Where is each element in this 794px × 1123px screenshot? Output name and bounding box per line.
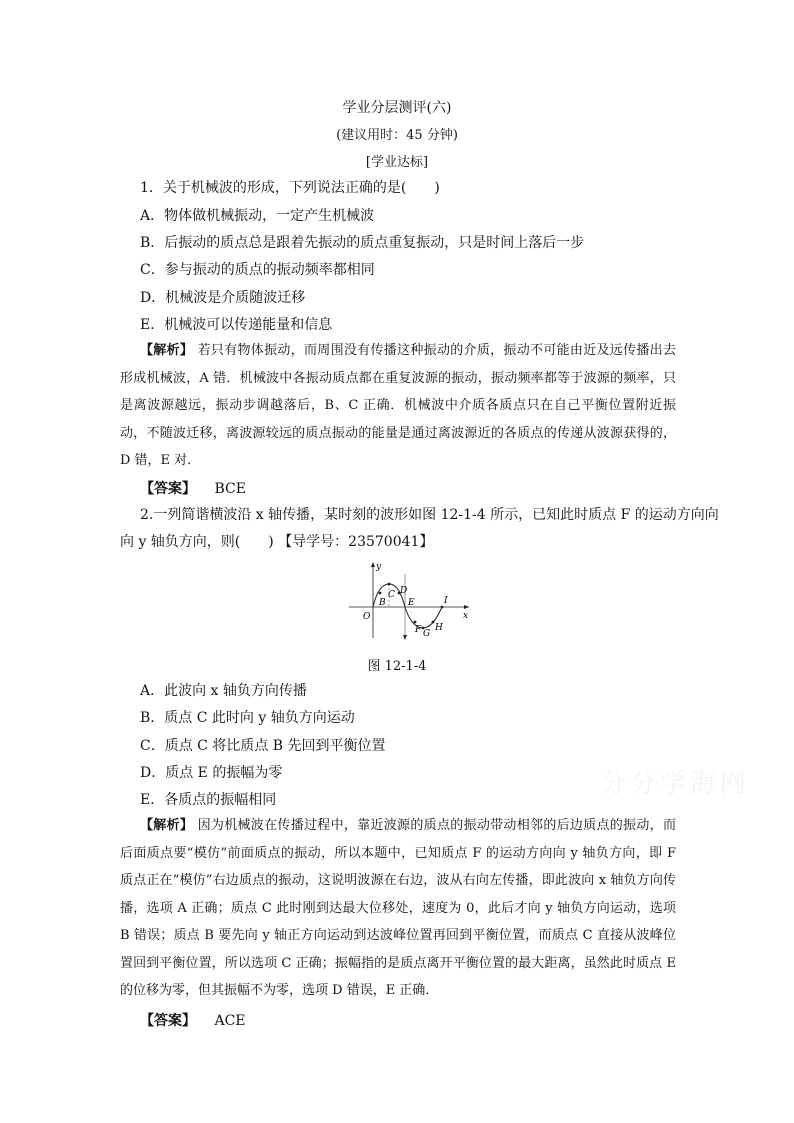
- label-y: y: [376, 562, 382, 572]
- label-e: E: [408, 598, 415, 608]
- label-i: I: [444, 596, 448, 606]
- watermark: 分分学海网: [600, 769, 751, 799]
- label-h: H: [435, 623, 443, 633]
- x-axis-arrow: [464, 605, 469, 609]
- label-x: x: [463, 611, 469, 621]
- figure-caption: 图 12-1-4: [367, 659, 427, 674]
- label-o: O: [363, 612, 371, 622]
- answer-tag: 【答案】: [140, 481, 196, 497]
- q1-analysis-text: 若只有物体振动，而周围没有传播这种振动的介质，振动不可能由近及远传播出去形成机械波，A 错．机械波中各振动质点都在重复波源的振动，振动频率都等于波源的频率，只是离波源越远，振动步调越落后，B、C 正确．机械波中介质各质点只在自己平衡位置附近振动，不随波迁移，离波源较远的质点振动的能量是通过离波源近的各质点的传递从波源获得的，D 错，E 对．: [120, 343, 676, 468]
- point-f: [414, 621, 417, 624]
- point-i: [441, 606, 444, 609]
- label-d: D: [400, 586, 408, 596]
- label-g: G: [423, 629, 431, 639]
- point-c: [388, 583, 391, 586]
- q1-option-c: C．参与振动的质点的振动频率都相同: [140, 262, 375, 278]
- q2-analysis: [120, 812, 676, 1005]
- q1-option-d: D．机械波是介质随波迁移: [140, 290, 306, 306]
- label-b: B: [379, 598, 386, 608]
- q2-option-c: C．质点 C 将比质点 B 先回到平衡位置: [140, 738, 386, 754]
- time-hint: (建议用时：45 分钟): [336, 128, 458, 143]
- q2-option-d: D．质点 E 的振幅为零: [140, 765, 283, 781]
- q2-analysis-text: 因为机械波在传播过程中，靠近波源的质点的振动带动相邻的后边质点的振动，而后面质点要“模仿”前面质点的振动，所以本题中，已知质点 F 的运动方向向 y 轴负方向，即 F 质点正在“模仿”右边质点的振动，这说明波源在右边，波从右向左传播，即此波向 x 轴负方向传播，选项 A 正确；质点 C 此时刚到达最大位移处，速度为 0，此后才向 y 轴负方向运动，选项 B 错误；质点 B 要先向 y 轴正方向运动到达波峰位置再回到平衡位置，而质点 C 直接从波峰位置回到平衡位置，所以选项 C 正确；振幅指的是质点离开平衡位置的最大距离，虽然此时质点 E 的位移为零，但其振幅不为零，选项 D 错误，E 正确．: [120, 818, 676, 998]
- point-h: [432, 621, 435, 624]
- q1-option-a: A．物体做机械振动，一定产生机械波: [140, 208, 375, 224]
- analysis-tag: 【解析】: [140, 818, 194, 833]
- q2-option-b: B．质点 C 此时向 y 轴负方向运动: [140, 710, 355, 726]
- q2-option-e: E．各质点的振幅相同: [140, 792, 277, 808]
- q2-answer: [140, 1010, 246, 1030]
- section-heading: [学业达标]: [365, 155, 429, 170]
- q2-stem-line1: 2.一列简谐横波沿 x 轴传播，某时刻的波形如图 12-1-4 所示，已知此时质点 F 的运动方向向: [140, 507, 719, 523]
- q2-option-a: A．此波向 x 轴负方向传播: [140, 683, 307, 699]
- q1-option-e: E．机械波可以传递能量和信息: [140, 317, 333, 333]
- q1-answer: [140, 478, 246, 498]
- q1-stem: 1．关于机械波的形成，下列说法正确的是( ): [140, 180, 440, 196]
- point-b: [379, 592, 382, 595]
- e-arrow: [403, 635, 407, 640]
- q1-option-b: B．后振动的质点总是跟着先振动的质点重复振动，只是时间上落后一步: [140, 235, 585, 251]
- page-title: 学业分层测评(六): [342, 100, 452, 116]
- answer-tag: 【答案】: [140, 1013, 196, 1029]
- q2-answer-value: ACE: [214, 1013, 246, 1029]
- q2-stem-line2: 向 y 轴负方向，则( ) 【导学号：23570041】: [120, 534, 434, 550]
- wave-figure: [343, 560, 473, 640]
- label-c: C: [388, 590, 395, 600]
- q1-analysis: [120, 337, 676, 475]
- q1-answer-value: BCE: [214, 481, 246, 497]
- analysis-tag: 【解析】: [140, 343, 194, 358]
- label-f: F: [415, 625, 422, 635]
- y-axis-arrow: [371, 562, 375, 567]
